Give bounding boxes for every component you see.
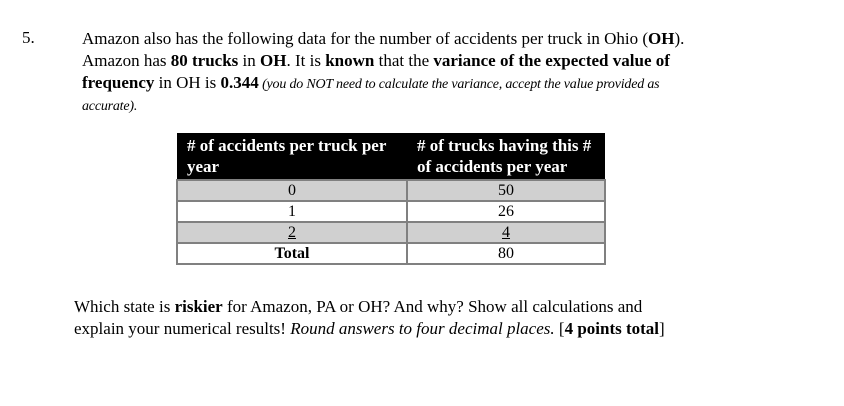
intro-line-1: Amazon also has the following data for the number of accidents per truck in Ohio (OH). bbox=[82, 29, 685, 48]
variance-note: (you do NOT need to calculate the variance, accept the value provided as bbox=[258, 77, 660, 92]
total-label: Total bbox=[177, 243, 407, 264]
question-intro-paragraph bbox=[82, 28, 772, 118]
header-accidents-per-truck: # of accidents per truck per year bbox=[177, 133, 407, 180]
table-row bbox=[177, 201, 605, 222]
cell-accidents: 0 bbox=[177, 180, 407, 201]
prompt-line-2: explain your numerical results! Round answers to four decimal places. [4 points total] bbox=[74, 319, 665, 338]
intro-line-4: accurate). bbox=[82, 99, 138, 114]
table-row bbox=[177, 222, 605, 243]
cell-trucks: 4 bbox=[407, 222, 605, 243]
table-total-row bbox=[177, 243, 605, 264]
cell-accidents: 1 bbox=[177, 201, 407, 222]
intro-line-3: frequency in OH is 0.344 (you do NOT need to calculate the variance, accept the value provided as bbox=[82, 73, 660, 92]
cell-trucks: 50 bbox=[407, 180, 605, 201]
question-prompt-paragraph bbox=[74, 296, 794, 340]
intro-line-2: Amazon has 80 trucks in OH. It is known that the variance of the expected value of bbox=[82, 51, 670, 70]
accidents-table bbox=[176, 133, 606, 265]
header-trucks-count: # of trucks having this # of accidents per year bbox=[407, 133, 605, 180]
table-header-row bbox=[177, 133, 605, 180]
question-number: 5. bbox=[22, 28, 35, 47]
table-row bbox=[177, 180, 605, 201]
cell-trucks: 26 bbox=[407, 201, 605, 222]
cell-accidents: 2 bbox=[177, 222, 407, 243]
prompt-line-1: Which state is riskier for Amazon, PA or OH? And why? Show all calculations and bbox=[74, 297, 643, 316]
total-value: 80 bbox=[407, 243, 605, 264]
